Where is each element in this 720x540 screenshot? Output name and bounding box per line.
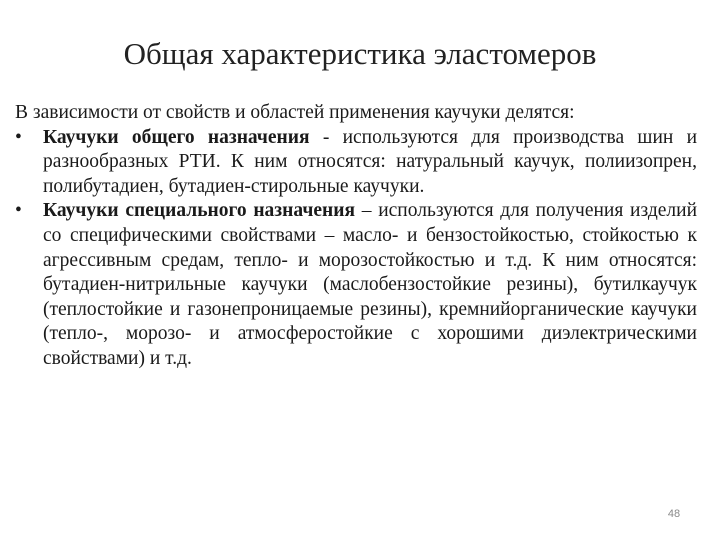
bullet-term: Каучуки специального назначения (43, 200, 356, 222)
bullet-marker: • (15, 126, 22, 148)
bullet-term: Каучуки общего назначения (43, 126, 310, 148)
bullet-marker: • (15, 200, 22, 222)
page-number: 48 (667, 508, 681, 520)
intro-paragraph: В зависимости от свойств и областей применения каучуки делятся: (15, 102, 575, 123)
slide-title: Общая характеристика эластомеров (123, 36, 597, 71)
slide-body (15, 101, 697, 372)
bullet-item-special-purpose (15, 199, 697, 371)
bullet-text: – используются для получения изделий со специфическими свойствами – масло- и бензостойкостью, стойкостью к агрессивным средам, тепло- и морозостойкостью и т.д. К ним относятся: бутадиен-нитрильные каучуки (маслобензостойкие резины), бутилкаучук (теплостойкие и газонепроницаемые резины), кремнийорганические каучуки (тепло-, морозо- и атмосферостойкие с хорошими диэлектрическими свойствами) и т.д. (43, 200, 697, 369)
bullet-text: - используются для производства шин и разнообразных РТИ. К ним относятся: натуральный каучук, полиизопрен, полибутадиен, бутадиен-стирольные каучуки. (43, 126, 698, 197)
bullet-item-general-purpose (15, 126, 697, 200)
bullet-list (15, 126, 697, 372)
